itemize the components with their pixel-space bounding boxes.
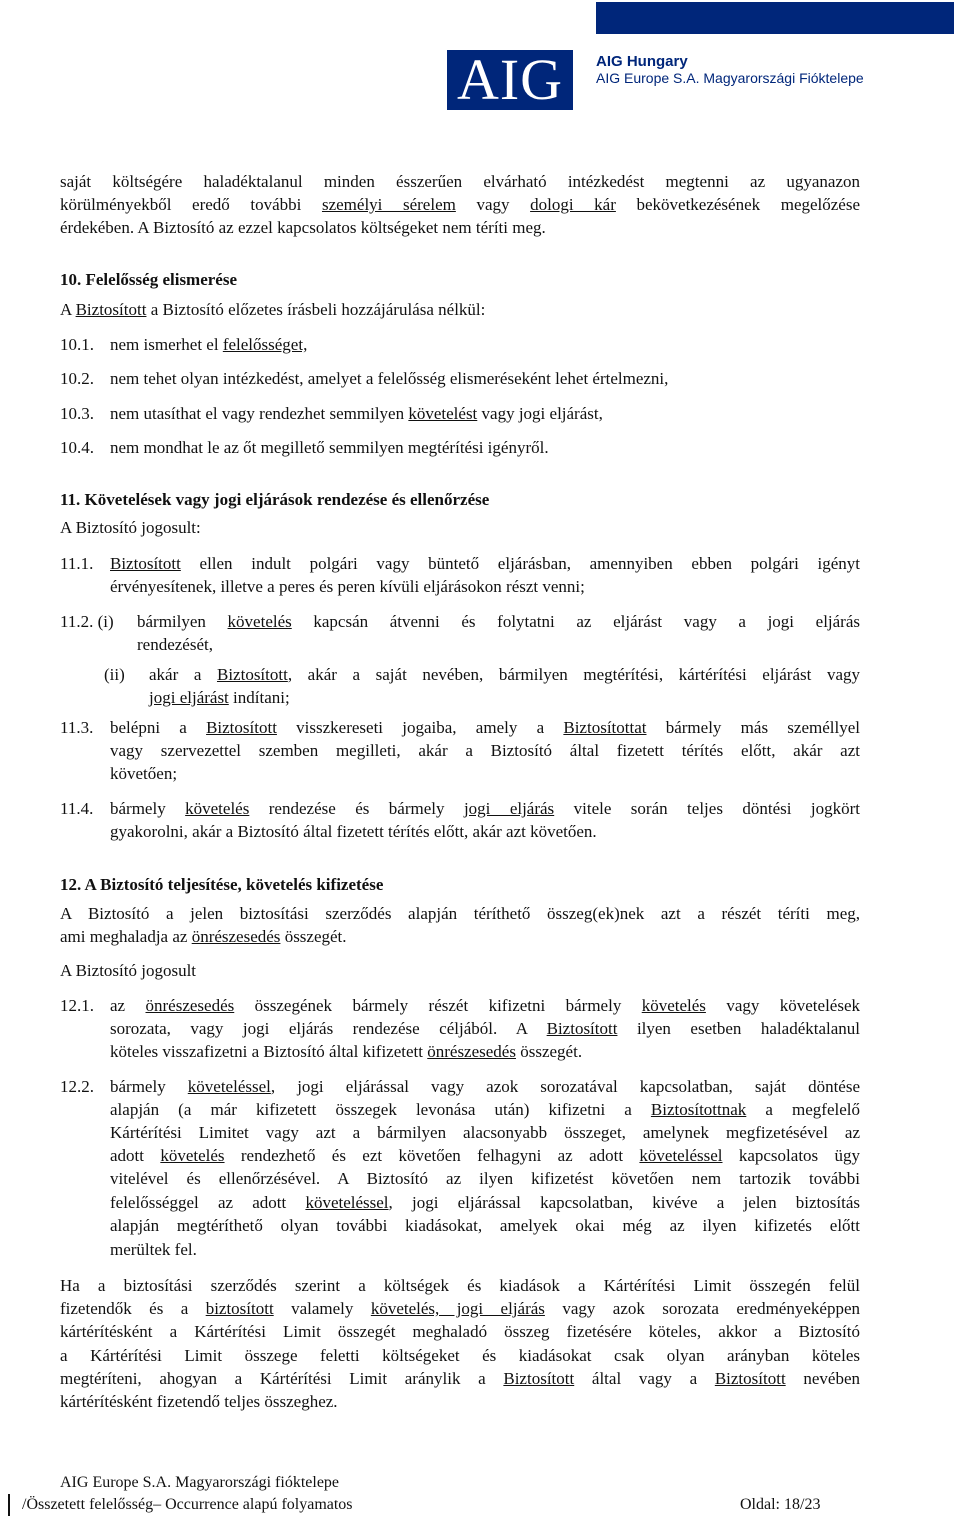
item-11-1-line-1: Biztosított ellen indult polgári vagy büntető eljárásban, amennyiben ebben polgári igényt xyxy=(110,554,860,573)
section-10-heading: 10. Felelősség elismerése xyxy=(60,270,238,289)
section-11-intro: A Biztosító jogosult: xyxy=(60,518,201,537)
item-11-1-number: 11.1. xyxy=(60,554,94,573)
section-12-para-3-line-3: kártérítésként a Kártérítési Limit összegét meghaladó összeg fizetésére köteles, akkor a Biztosító xyxy=(60,1322,860,1341)
item-11-3-number: 11.3. xyxy=(60,718,94,737)
section-12-para-1-line-1: A Biztosító a jelen biztosítási szerződés alapján téríthető összeg(ek)nek azt a részét téríti meg, xyxy=(60,904,860,923)
item-12-2-line-8: merültek fel. xyxy=(110,1240,197,1259)
section-12-para-3-line-1: Ha a biztosítási szerződés szerint a költségek és kiadások a Kártérítési Limit összegén felül xyxy=(60,1276,860,1295)
section-12-para-3-line-4: a Kártérítési Limit összege feletti költségeket és kiadásokat csak olyan arányban köteles xyxy=(60,1346,860,1365)
item-12-2-line-6: felelősséggel az adott követeléssel, jogi eljárással kapcsolatban, kivéve a jelen biztosítás xyxy=(110,1193,860,1212)
item-11-4-line-2: gyakorolni, akár a Biztosító által fizetett térítés előtt, akár azt követően. xyxy=(110,822,597,841)
item-11-4-line-1: bármely követelés rendezése és bármely jogi eljárás vitele során teljes döntési jogkört xyxy=(110,799,861,818)
section-12-heading: 12. A Biztosító teljesítése, követelés kifizetése xyxy=(60,875,384,894)
item-11-2-i-line-1: bármilyen követelés kapcsán átvenni és folytatni az eljárást vagy a jogi eljárás xyxy=(137,612,861,631)
intro-line-2: körülményekből eredő további személyi sérelem vagy dologi kár bekövetkezésének megelőzése xyxy=(60,195,861,214)
brand-subtitle: AIG Europe S.A. Magyarországi Fióktelepe xyxy=(596,70,864,86)
item-11-2-number: 11.2. (i) xyxy=(60,612,114,631)
item-12-2-line-3: Kártérítési Limitet vagy azt a bármilyen alacsonyabb összeget, amelynek megfizetésével az xyxy=(110,1123,860,1142)
item-10-4-number: 10.4. xyxy=(60,438,94,457)
section-12-para-2: A Biztosító jogosult xyxy=(60,961,197,980)
item-12-1-number: 12.1. xyxy=(60,996,94,1015)
footer-company: AIG Europe S.A. Magyarországi fióktelepe xyxy=(60,1474,340,1491)
item-11-4-number: 11.4. xyxy=(60,799,94,818)
section-10-intro: A Biztosított a Biztosító előzetes írásbeli hozzájárulása nélkül: xyxy=(60,300,486,319)
item-12-2-number: 12.2. xyxy=(60,1077,94,1096)
aig-logo: AIG xyxy=(447,50,573,110)
item-12-1-line-2: sorozata, vagy jogi eljárás rendezése céljából. A Biztosított ilyen esetben haladéktalanul xyxy=(110,1019,860,1038)
item-12-2-line-1: bármely követeléssel, jogi eljárással vagy azok sorozatával kapcsolatban, saját döntése xyxy=(110,1077,861,1096)
section-12-para-1-line-2: ami meghaladja az önrészesedés összegét. xyxy=(60,927,347,946)
item-12-2-line-5: vitelével és ellenőrzésével. A Biztosító az ilyen kifizetést követően nem tartozik további xyxy=(110,1169,860,1188)
item-12-1-line-1: az önrészesedés összegének bármely részét kifizetni bármely követelés vagy követelések xyxy=(110,996,861,1015)
item-11-2-i-line-2: rendezését, xyxy=(137,635,213,654)
footer-document-title: /Összetett felelősség– Occurrence alapú folyamatos xyxy=(22,1496,353,1513)
item-11-3-line-2: vagy szervezettel szemben megilleti, akár a Biztosító által fizetett térítés előtt, akár azt xyxy=(110,741,860,760)
intro-line-1: saját költségére haladéktalanul minden ésszerűen elvárható intézkedést megtenni az ugyanazon xyxy=(60,172,860,191)
item-10-3-text: nem utasíthat el vagy rendezhet semmilyen követelést vagy jogi eljárást, xyxy=(110,404,603,423)
item-10-1-number: 10.1. xyxy=(60,335,94,354)
item-12-2-line-2: alapján (a már kifizetett összegek levonása után) kifizetni a Biztosítottnak a megfelelő xyxy=(110,1100,860,1119)
item-11-1-line-2: érvényesítenek, illetve a peres és peren kívüli eljárásokon részt venni; xyxy=(110,577,585,596)
section-11-heading: 11. Követelések vagy jogi eljárások rendezése és ellenőrzése xyxy=(60,490,490,509)
item-10-2-text: nem tehet olyan intézkedést, amelyet a felelősség elismeréseként lehet értelmezni, xyxy=(110,369,669,388)
item-12-1-line-3: köteles visszafizetni a Biztosító által kifizetett önrészesedés összegét. xyxy=(110,1042,583,1061)
item-10-1-text: nem ismerhet el felelősséget, xyxy=(110,335,308,354)
item-10-4-text: nem mondhat le az őt megillető semmilyen megtérítési igényről. xyxy=(110,438,549,457)
item-10-2-number: 10.2. xyxy=(60,369,94,388)
intro-line-3: érdekében. A Biztosító az ezzel kapcsolatos költségeket nem téríti meg. xyxy=(60,218,546,237)
section-12-para-3-line-5: megtéríteni, ahogyan a Kártérítési Limit aránylik a Biztosított által vagy a Biztosított nevében xyxy=(60,1369,860,1388)
item-11-2-ii-line-1: akár a Biztosított, akár a saját nevében, bármilyen megtérítési, kártérítési eljárást vagy xyxy=(149,665,860,684)
item-11-2-ii-number: (ii) xyxy=(104,665,125,684)
item-12-2-line-4: adott követelés rendezhető és ezt követően felhagyni az adott követeléssel kapcsolatos ügy xyxy=(110,1146,860,1165)
item-11-2-ii-line-2: jogi eljárást indítani; xyxy=(149,688,290,707)
footer-margin-bar xyxy=(8,1494,10,1516)
item-12-2-line-7: alapján megtéríthető olyan további kiadásokat, amelyek okai még az ilyen kifizetés előtt xyxy=(110,1216,860,1235)
section-12-para-3-line-6: kártérítésként fizetendő teljes összeghez. xyxy=(60,1392,338,1411)
header-color-bar xyxy=(596,2,954,34)
item-11-3-line-3: követően; xyxy=(110,764,178,783)
brand-name: AIG Hungary xyxy=(596,53,688,70)
footer-page-number: Oldal: 18/23 xyxy=(740,1496,821,1513)
section-12-para-3-line-2: fizetendők és a biztosított valamely követelés, jogi eljárás vagy azok sorozata eredményeképpen xyxy=(60,1299,860,1318)
item-11-3-line-1: belépni a Biztosított visszkereseti jogaiba, amely a Biztosítottat bármely más személlyel xyxy=(110,718,860,737)
item-10-3-number: 10.3. xyxy=(60,404,94,423)
